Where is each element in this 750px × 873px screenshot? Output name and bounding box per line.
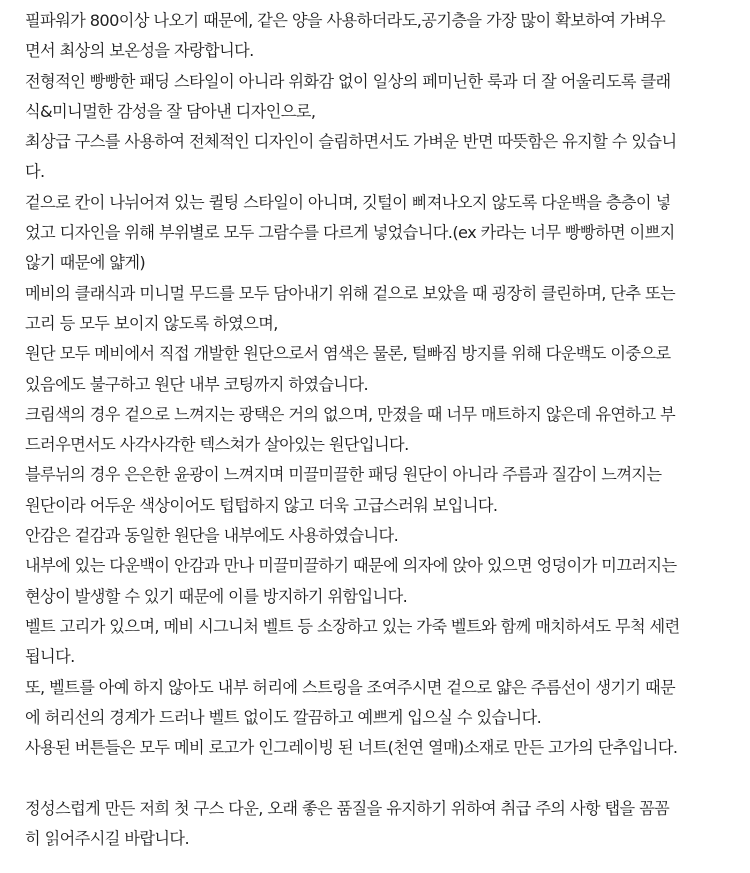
text-line: 벨트 고리가 있으며, 메비 시그니처 벨트 등 소장하고 있는 가죽 벨트와 함께 매치하셔도 무척 세련	[25, 616, 680, 636]
text-line: 다.	[25, 162, 45, 182]
text-line: 고리 등 모두 보이지 않도록 하였으며,	[25, 313, 278, 333]
text-line: 겉으로 칸이 나뉘어져 있는 퀼팅 스타일이 아니며, 깃털이 삐져나오지 않도록 다운백을 층층이 넣	[25, 192, 671, 212]
paragraph-spacer	[25, 763, 740, 793]
text-line: 사용된 버튼들은 모두 메비 로고가 인그레이빙 된 너트(천연 열매)소재로 만든 고가의 단추입니다.	[25, 738, 678, 758]
product-description	[25, 6, 740, 854]
text-line: 원단이라 어두운 색상이어도 텁텁하지 않고 더욱 고급스러워 보입니다.	[25, 495, 498, 515]
text-line: 에 허리선의 경계가 드러나 벨트 없이도 깔끔하고 예쁘게 입으실 수 있습니다.	[25, 707, 542, 727]
text-line: 블루뉘의 경우 은은한 윤광이 느껴지며 미끌미끌한 패딩 원단이 아니라 주름과 질감이 느껴지는	[25, 465, 662, 485]
closing-text-line: 정성스럽게 만든 저희 첫 구스 다운, 오래 좋은 품질을 유지하기 위하여 취급 주의 사항 탭을 꼼꼼	[25, 798, 670, 818]
text-line: 안감은 겉감과 동일한 원단을 내부에도 사용하였습니다.	[25, 526, 399, 546]
text-line: 원단 모두 메비에서 직접 개발한 원단으로서 염색은 물론, 털빠짐 방지를 위해 다운백도 이중으로	[25, 344, 671, 364]
text-line: 드러우면서도 사각사각한 텍스쳐가 살아있는 원단입니다.	[25, 435, 409, 455]
text-line: 됩니다.	[25, 647, 75, 667]
text-line: 전형적인 빵빵한 패딩 스타일이 아니라 위화감 없이 일상의 페미닌한 룩과 더 잘 어울리도록 클래	[25, 71, 671, 91]
closing-text-line: 히 읽어주시길 바랍니다.	[25, 829, 190, 849]
text-line: 현상이 발생할 수 있기 때문에 이를 방지하기 위함입니다.	[25, 586, 408, 606]
text-line: 크림색의 경우 겉으로 느껴지는 광택은 거의 없으며, 만졌을 때 너무 매트하지 않은데 유연하고 부	[25, 404, 676, 424]
text-line: 않기 때문에 얇게)	[25, 253, 146, 273]
text-line: 있음에도 불구하고 원단 내부 코팅까지 하였습니다.	[25, 374, 369, 394]
text-line: 었고 디자인을 위해 부위별로 모두 그람수를 다르게 넣었습니다.(ex 카라는 너무 빵빵하면 이쁘지	[25, 223, 675, 243]
text-line: 식&미니멀한 감성을 잘 담아낸 디자인으로,	[25, 101, 316, 121]
text-line: 메비의 클래식과 미니멀 무드를 모두 담아내기 위해 겉으로 보았을 때 굉장히 클린하며, 단추 또는	[25, 283, 676, 303]
text-line: 면서 최상의 보온성을 자랑합니다.	[25, 41, 254, 61]
text-line: 필파워가 800이상 나오기 때문에, 같은 양을 사용하더라도,공기층을 가장 많이 확보하여 가벼우	[25, 11, 666, 30]
text-line: 또, 벨트를 아예 하지 않아도 내부 허리에 스트링을 조여주시면 겉으로 얇은 주름선이 생기기 때문	[25, 677, 676, 697]
text-line: 내부에 있는 다운백이 안감과 만나 미끌미끌하기 때문에 의자에 앉아 있으면 엉덩이가 미끄러지는	[25, 556, 677, 576]
text-line: 최상급 구스를 사용하여 전체적인 디자인이 슬림하면서도 가벼운 반면 따뜻함은 유지할 수 있습니	[25, 132, 677, 152]
